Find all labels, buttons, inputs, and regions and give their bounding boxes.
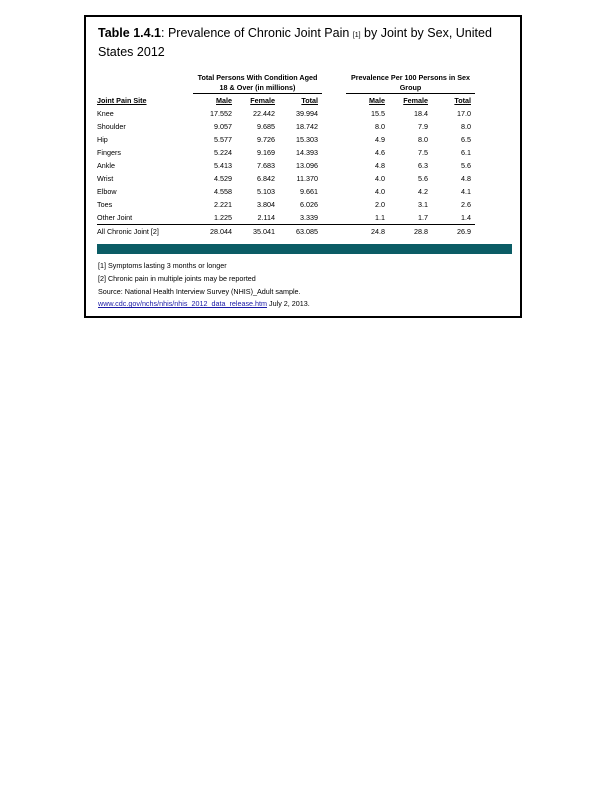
table-cell: 28.8 <box>389 225 432 239</box>
table-cell: 9.726 <box>257 135 275 144</box>
table-cell: 3.1 <box>418 200 428 209</box>
table-row <box>97 185 475 198</box>
title-text: : Prevalence of Chronic Joint Pain <box>161 26 353 40</box>
table-cell: 8.0 <box>461 122 471 131</box>
table-cell: 18.742 <box>296 122 318 131</box>
table-cell: 9.057 <box>214 122 232 131</box>
table-cell: 1.4 <box>461 213 471 222</box>
table-row <box>97 172 475 185</box>
table-cell: 15.303 <box>296 135 318 144</box>
table-cell: 6.3 <box>418 161 428 170</box>
table-cell: 8.0 <box>375 122 385 131</box>
table-row <box>97 133 475 146</box>
table-cell: 5.6 <box>418 174 428 183</box>
table-cell: 9.685 <box>257 122 275 131</box>
table-cell: 24.8 <box>346 225 389 239</box>
table-cell: 17.0 <box>457 109 471 118</box>
source-note: Source: National Health Interview Survey (NHIS)_Adult sample. <box>98 286 301 296</box>
table-cell: 4.8 <box>461 174 471 183</box>
table-cell: 7.5 <box>418 148 428 157</box>
table-cell: 4.529 <box>214 174 232 183</box>
group-header-persons: Total Persons With Condition Aged 18 & Over (in millions) <box>193 73 322 94</box>
table-row <box>97 146 475 159</box>
table-cell: 1.7 <box>418 213 428 222</box>
table-frame <box>84 15 522 318</box>
table-cell: 35.041 <box>236 225 279 239</box>
table-cell: 5.103 <box>257 187 275 196</box>
table-cell: 13.096 <box>296 161 318 170</box>
table-cell: 26.9 <box>432 225 475 239</box>
table-cell: 22.442 <box>253 109 275 118</box>
col-header-total: Total <box>301 96 318 105</box>
col-header-site: Joint Pain Site <box>97 95 147 105</box>
table-cell: Toes <box>97 200 113 209</box>
table-cell: 39.994 <box>296 109 318 118</box>
table-row <box>97 198 475 211</box>
source-line <box>98 298 310 311</box>
table-cell: 6.1 <box>461 148 471 157</box>
table-cell: Shoulder <box>97 122 126 131</box>
table-cell: 18.4 <box>414 109 428 118</box>
table-body <box>97 107 475 225</box>
table-row <box>97 211 475 225</box>
table-row <box>97 120 475 133</box>
table-cell: 4.9 <box>375 135 385 144</box>
column-header-row <box>97 94 475 108</box>
table-cell: 5.224 <box>214 148 232 157</box>
table-cell: Fingers <box>97 148 121 157</box>
table-cell: 28.044 <box>193 225 236 239</box>
source-date: July 2, 2013. <box>267 299 310 309</box>
footnote-2: [2] Chronic pain in multiple joints may be reported <box>98 273 256 283</box>
table-cell: 1.1 <box>375 213 385 222</box>
source-link[interactable]: www.cdc.gov/nchs/nhis/nhis_2012_data_release.htm <box>98 299 268 309</box>
table-number: Table 1.4.1 <box>98 26 161 40</box>
title-footnote: [1] <box>352 32 361 39</box>
table-cell: 3.804 <box>257 200 275 209</box>
table-cell: 4.6 <box>375 148 385 157</box>
table-cell: 4.0 <box>375 174 385 183</box>
table-cell: 8.0 <box>418 135 428 144</box>
table-cell: 6.026 <box>300 200 318 209</box>
table-cell: 6.842 <box>257 174 275 183</box>
table-cell: 9.169 <box>257 148 275 157</box>
table-cell: 17.552 <box>210 109 232 118</box>
table-cell: Other Joint <box>97 213 133 222</box>
group-header-row <box>97 73 475 94</box>
table-cell: 11.370 <box>296 174 318 183</box>
table-cell: 14.393 <box>296 148 318 157</box>
table-cell: 15.5 <box>371 109 385 118</box>
table-cell: 63.085 <box>279 225 322 239</box>
col-header-male: Male <box>216 96 232 105</box>
total-row <box>97 225 475 239</box>
table-cell: 5.577 <box>214 135 232 144</box>
col-header-total-pct: Total <box>454 96 471 105</box>
table-cell: 4.2 <box>418 187 428 196</box>
table-cell: 4.8 <box>375 161 385 170</box>
table-cell: Elbow <box>97 187 117 196</box>
table-cell: 1.225 <box>214 213 232 222</box>
table-cell: 2.221 <box>214 200 232 209</box>
prevalence-table <box>97 73 475 238</box>
table-title <box>98 25 518 61</box>
table-row <box>97 107 475 120</box>
table-cell: 9.661 <box>300 187 318 196</box>
footnote-1: [1] Symptoms lasting 3 months or longer <box>98 261 227 270</box>
table-cell: 4.0 <box>375 187 385 196</box>
table-cell: 5.413 <box>214 161 232 170</box>
table-cell: Wrist <box>97 174 114 183</box>
table-cell: 6.5 <box>461 135 471 144</box>
table-cell: 2.0 <box>375 200 385 209</box>
table-cell: 7.9 <box>418 122 428 131</box>
table-cell: 3.339 <box>300 213 318 222</box>
col-header-female: Female <box>250 96 275 105</box>
table-cell: Hip <box>97 135 108 144</box>
group-header-prevalence: Prevalence Per 100 Persons in Sex Group <box>346 73 475 94</box>
table-cell: Knee <box>97 109 114 118</box>
table-cell: 5.6 <box>461 161 471 170</box>
table-cell: 4.558 <box>214 187 232 196</box>
table-cell: 4.1 <box>461 187 471 196</box>
table-cell: All Chronic Joint [2] <box>97 225 193 239</box>
title-text-2: by Joint by Sex, United States 2012 <box>98 26 492 59</box>
footnotes <box>98 260 310 311</box>
table-row <box>97 159 475 172</box>
col-header-male-pct: Male <box>369 96 385 105</box>
table-cell: 2.6 <box>461 200 471 209</box>
teal-divider-band <box>97 244 512 254</box>
table-cell: Ankle <box>97 161 115 170</box>
table-cell: 2.114 <box>257 213 275 222</box>
table-cell: 7.683 <box>257 161 275 170</box>
col-header-female-pct: Female <box>403 96 428 105</box>
